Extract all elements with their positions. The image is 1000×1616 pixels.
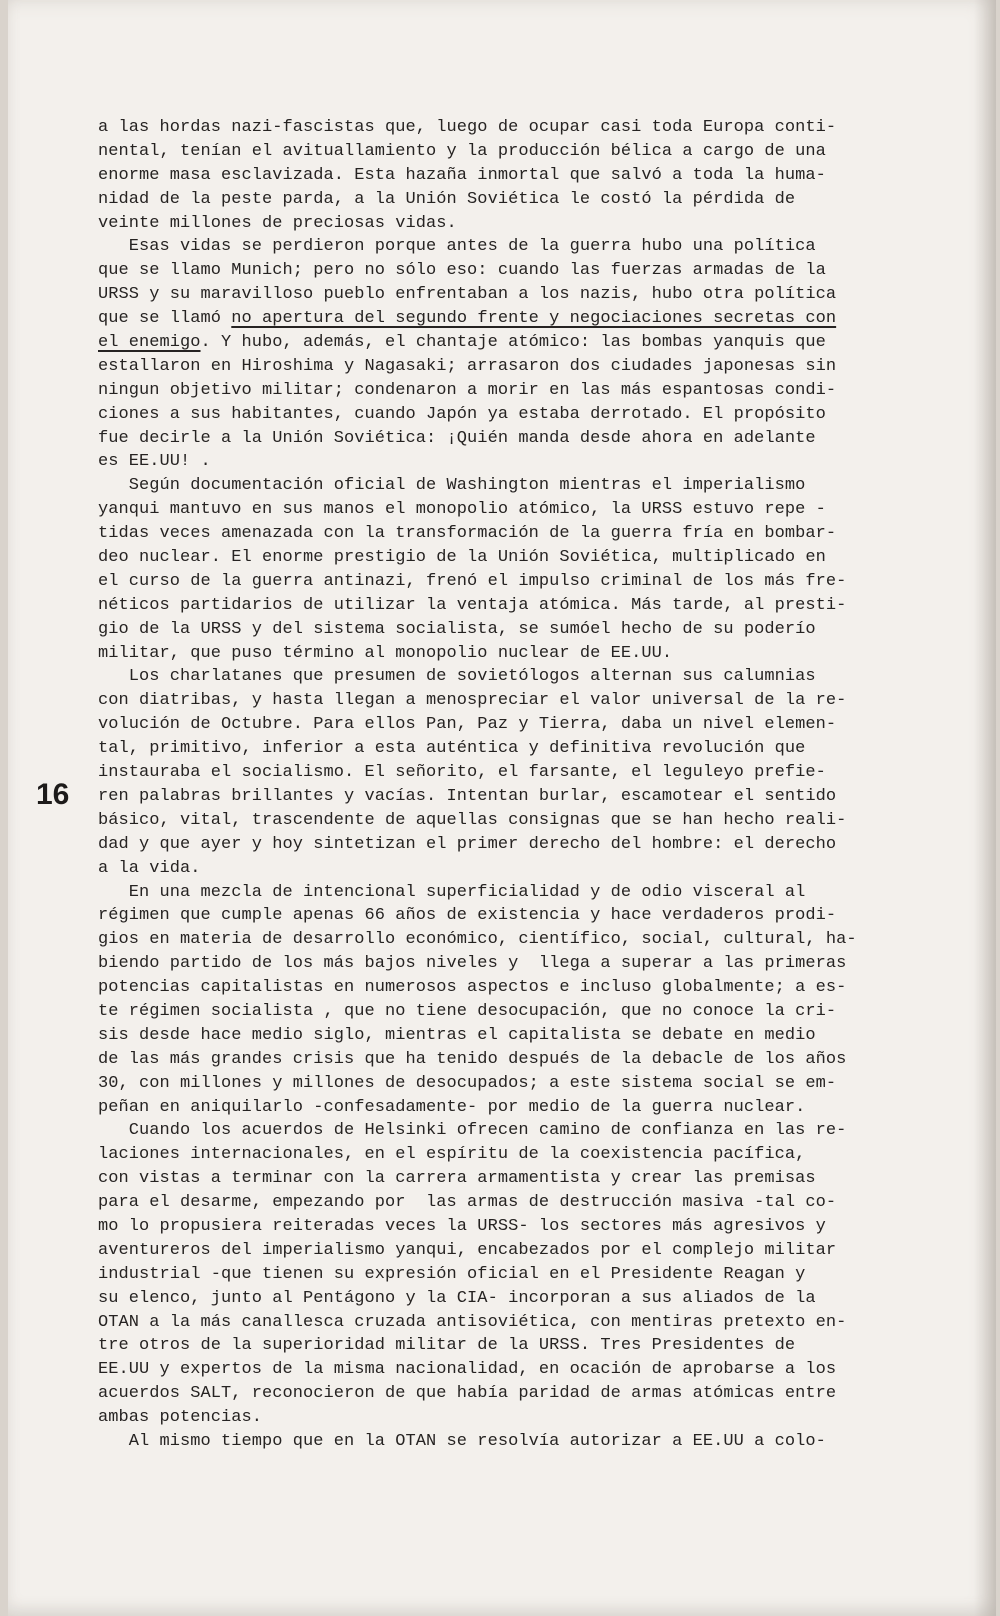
text-line-31: dad y que ayer y hoy sintetizan el primer derecho del hombre: el derecho [98,834,837,854]
body-text [98,116,978,1454]
text-line-8: URSS y su maravilloso pueblo enfrentaban a los nazis, hubo otra política [98,285,837,305]
text-line-28: instauraba el socialismo. El señorito, el farsante, el leguleyo prefie- [98,763,826,783]
text-line-55: ambas potencias. [98,1408,263,1428]
text-line-29: ren palabras brillantes y vacías. Intentan burlar, escamotear el sentido [98,786,837,806]
text-line-42: peñan en aniquilarlo -confesadamente- por medio de la guerra nuclear. [98,1097,806,1117]
text-line-51: OTAN a la más canallesca cruzada antisoviética, con mentiras pretexto en- [98,1312,847,1332]
text-line-13: ciones a sus habitantes, cuando Japón ya estaba derrotado. El propósito [98,404,826,424]
text-line-18: tidas veces amenazada con la transformación de la guerra fría en bombar- [98,524,837,544]
text-line-37: potencias capitalistas en numerosos aspectos e incluso globalmente; a es- [98,978,847,998]
text-line-32: a la vida. [98,858,201,878]
text-line-17: yanqui mantuvo en sus manos el monopolio atómico, la URSS estuvo repe - [98,500,826,520]
text-line-9: que se llamó no apertura del segundo frente y negociaciones secretas con [98,309,837,329]
text-line-2: nental, tenían el avituallamiento y la producción bélica a cargo de una [98,141,826,161]
text-line-49: industrial -que tienen su expresión oficial en el Presidente Reagan y [98,1264,806,1284]
text-line-19: deo nuclear. El enorme prestigio de la Unión Soviética, multiplicado en [98,548,826,568]
text-line-39: sis desde hace medio siglo, mientras el capitalista se debate en medio [98,1025,816,1045]
text-line-41: 30, con millones y millones de desocupados; a este sistema social se em- [98,1073,837,1093]
text-line-6: Esas vidas se perdieron porque antes de la guerra hubo una política [98,237,816,257]
text-line-15: es EE.UU! . [98,452,211,472]
text-line-48: aventureros del imperialismo yanqui, encabezados por el complejo militar [98,1240,837,1260]
text-line-30: básico, vital, trascendente de aquellas consignas que se han hecho reali- [98,810,847,830]
text-line-1: a las hordas nazi-fascistas que, luego de ocupar casi toda Europa conti- [98,118,837,137]
text-line-26: volución de Octubre. Para ellos Pan, Paz y Tierra, daba un nivel elemen- [98,715,837,735]
text-line-38: te régimen socialista , que no tiene desocupación, que no conoce la cri- [98,1001,837,1021]
text-line-22: gio de la URSS y del sistema socialista, se sumóel hecho de su poderío [98,619,816,639]
text-line-4: nidad de la peste parda, a la Unión Soviética le costó la pérdida de [98,189,796,209]
text-line-20: el curso de la guerra antinazi, frenó el impulso criminal de los más fre- [98,571,847,591]
text-line-34: régimen que cumple apenas 66 años de existencia y hace verdaderos prodi- [98,906,837,926]
underlined-phrase: el enemigo [98,333,201,353]
text-line-36: biendo partido de los más bajos niveles y llega a superar a las primeras [98,954,847,974]
text-line-40: de las más grandes crisis que ha tenido después de la debacle de los años [98,1049,847,1069]
text-line-12: ningun objetivo militar; condenaron a morir en las más espantosas condi- [98,380,837,400]
text-line-3: enorme masa esclavizada. Esta hazaña inmortal que salvó a toda la huma- [98,165,826,185]
underlined-phrase: no apertura del segundo frente y negociaciones secretas con [231,309,837,329]
text-line-54: acuerdos SALT, reconocieron de que había paridad de armas atómicas entre [98,1384,837,1404]
text-line-44: laciones internacionales, en el espíritu de la coexistencia pacífica, [98,1145,806,1165]
text-line-53: EE.UU y expertos de la misma nacionalidad, en ocación de aprobarse a los [98,1360,837,1380]
text-line-23: militar, que puso término al monopolio nuclear de EE.UU. [98,643,673,663]
document-page [8,0,996,1616]
text-line-11: estallaron en Hiroshima y Nagasaki; arrasaron dos ciudades japonesas sin [98,356,837,376]
text-line-46: para el desarme, empezando por las armas de destrucción masiva -tal co- [98,1193,837,1213]
text-line-21: néticos partidarios de utilizar la ventaja atómica. Más tarde, al presti- [98,595,847,615]
text-line-14: fue decirle a la Unión Soviética: ¡Quién manda desde ahora en adelante [98,428,816,448]
text-line-52: tre otros de la superioridad militar de la URSS. Tres Presidentes de [98,1336,796,1356]
text-line-56: Al mismo tiempo que en la OTAN se resolvía autorizar a EE.UU a colo- [98,1431,826,1451]
text-line-25: con diatribas, y hasta llegan a menospreciar el valor universal de la re- [98,691,847,711]
text-line-10: el enemigo. Y hubo, además, el chantaje atómico: las bombas yanquis que [98,333,826,353]
text-line-24: Los charlatanes que presumen de sovietólogos alternan sus calumnias [98,667,816,687]
text-line-45: con vistas a terminar con la carrera armamentista y crear las premisas [98,1169,816,1189]
text-line-47: mo lo propusiera reiteradas veces la URSS- los sectores más agresivos y [98,1216,826,1236]
text-line-27: tal, primitivo, inferior a esta auténtica y definitiva revolución que [98,739,806,759]
text-line-35: gios en materia de desarrollo económico, científico, social, cultural, ha- [98,930,857,950]
text-line-43: Cuando los acuerdos de Helsinki ofrecen camino de confianza en las re- [98,1121,847,1141]
text-line-7: que se llamo Munich; pero no sólo eso: cuando las fuerzas armadas de la [98,261,826,281]
text-line-5: veinte millones de preciosas vidas. [98,213,457,233]
page-number: 16 [36,778,70,811]
text-line-50: su elenco, junto al Pentágono y la CIA- incorporan a sus aliados de la [98,1288,816,1308]
text-line-16: Según documentación oficial de Washington mientras el imperialismo [98,476,806,496]
text-line-33: En una mezcla de intencional superficialidad y de odio visceral al [98,882,806,902]
